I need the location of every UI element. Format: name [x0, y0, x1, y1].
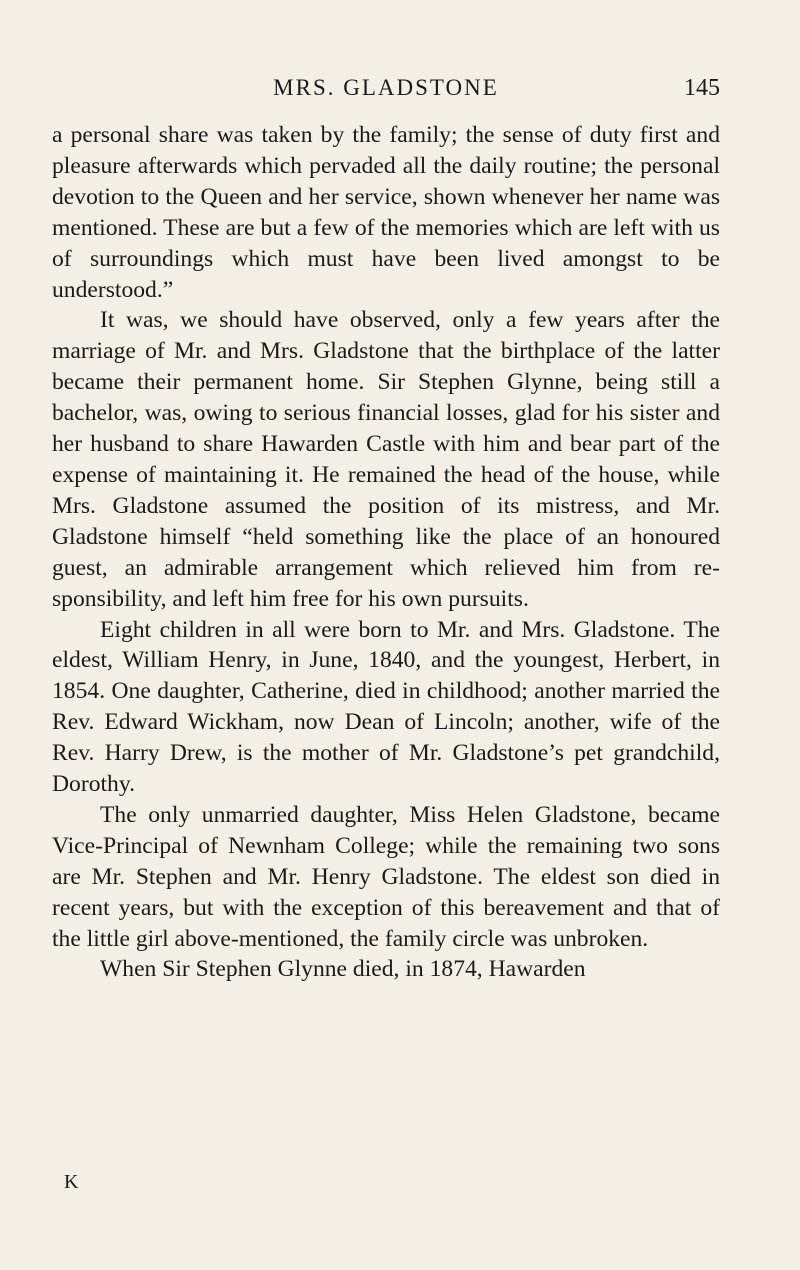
- paragraph-1: a personal share was taken by the family; the sense of duty first and pleasure afterwards which pervaded all the daily routine; the personal devotion to the Queen and her service, shown whenever her name was mentioned. These are but a few of the memories which are left with us of surroundings which must have been lived amongst to be understood.”: [52, 122, 720, 303]
- page-number: 145: [684, 75, 720, 101]
- signature-mark: K: [64, 1171, 79, 1193]
- paragraph-3: Eight children in all were born to Mr. and Mrs. Gladstone. The eldest, William Henry, in June, 1840, and the youngest, Herbert, in 1854. One daughter, Catherine, died in childhood; another married the Rev. Edward Wickham, now Dean of Lincoln; another, wife of the Rev. Harry Drew, is the mother of Mr. Gladstone’s pet grandchild, Dorothy.: [52, 616, 720, 798]
- running-title: MRS. GLADSTONE: [273, 75, 499, 100]
- body-text: [52, 120, 720, 985]
- running-head: [52, 70, 720, 106]
- paragraph-4: The only unmarried daughter, Miss Helen Gladstone, became Vice-Principal of Newnham College; while the remaining two sons are Mr. Stephen and Mr. Henry Gladstone. The eldest son died in recent years, but with the exception of this bereavement and that of the little girl above-mentioned, the family circle was unbroken.: [52, 801, 720, 952]
- paragraph-5: When Sir Stephen Glynne died, in 1874, Hawarden: [100, 956, 586, 983]
- paragraph-2: It was, we should have observed, only a few years after the marriage of Mr. and Mrs. Gladstone that the birthplace of the latter became their permanent home. Sir Stephen Glynne, being still a bachelor, was, owing to serious financial losses, glad for his sister and her husband to share Hawarden Castle with him and bear part of the expense of maintaining it. He remained the head of the house, while Mrs. Gladstone assumed the position of its mistress, and Mr. Gladstone himself “held something like the place of an honoured guest, an admirable arrangement which relieved him from responsibility, and left him free for his own pursuits.: [52, 307, 720, 612]
